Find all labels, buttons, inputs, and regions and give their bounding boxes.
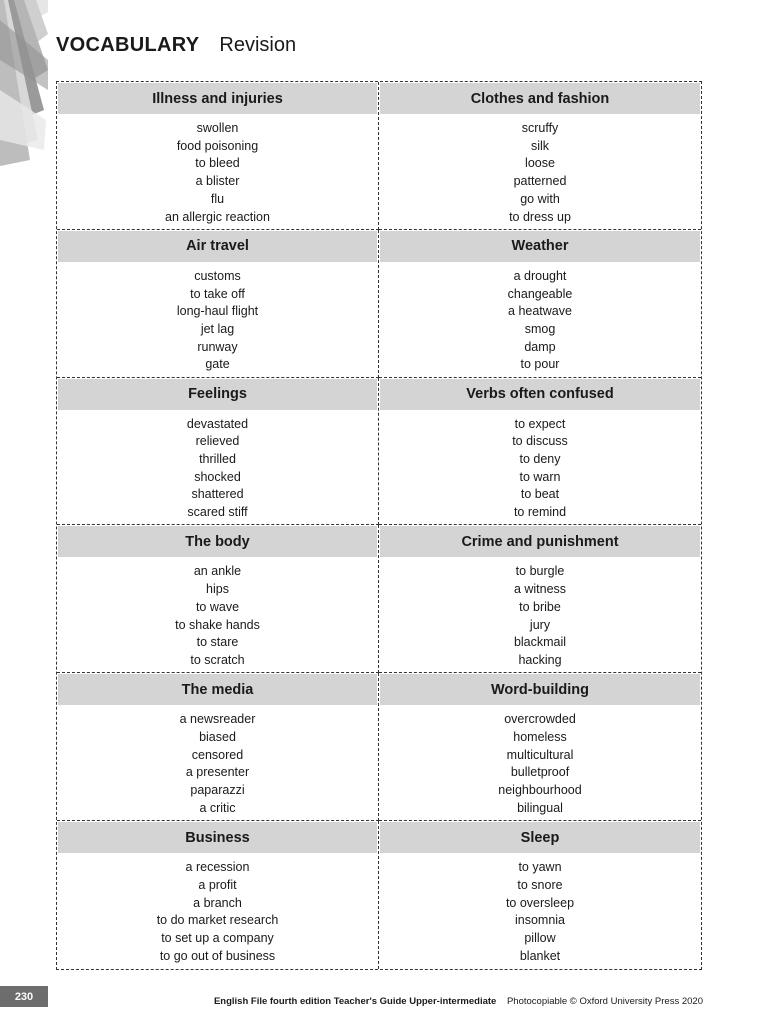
vocabulary-word: hips [206, 582, 229, 597]
page-footer [214, 996, 703, 1007]
vocabulary-card [379, 230, 701, 378]
vocabulary-word: homeless [513, 730, 567, 745]
vocabulary-card [379, 82, 701, 230]
vocabulary-word: shattered [191, 487, 244, 502]
vocabulary-word: a critic [199, 800, 236, 815]
vocabulary-word: to yawn [518, 860, 562, 875]
vocabulary-word: long-haul flight [176, 304, 259, 319]
vocabulary-word: to go out of business [159, 948, 276, 963]
footer-copyright: Photocopiable © Oxford University Press 2020 [506, 996, 703, 1007]
card-title: Clothes and fashion [380, 83, 700, 114]
vocabulary-word: a recession [185, 860, 250, 875]
card-title: Word-building [380, 674, 700, 705]
card-title: Verbs often confused [380, 379, 700, 410]
vocabulary-word: to expect [514, 416, 566, 431]
vocabulary-word: smog [524, 321, 556, 336]
vocabulary-word: to wave [195, 599, 240, 614]
vocabulary-word: a blister [195, 174, 240, 189]
vocabulary-word: patterned [513, 174, 567, 189]
vocabulary-word: an ankle [193, 564, 242, 579]
vocabulary-word: loose [525, 156, 555, 171]
card-title: Weather [380, 231, 700, 262]
vocabulary-word: censored [191, 747, 244, 762]
card-word-list [57, 410, 378, 522]
vocabulary-word: devastated [186, 416, 249, 431]
vocabulary-word: a newsreader [179, 712, 256, 727]
card-title: Crime and punishment [380, 526, 700, 557]
vocabulary-word: a witness [513, 582, 567, 597]
vocabulary-word: to pour [520, 357, 560, 372]
card-word-list [379, 114, 701, 226]
vocabulary-word: to discuss [512, 434, 568, 449]
section-title: VOCABULARY [56, 34, 200, 56]
card-word-list [57, 114, 378, 226]
vocabulary-card-grid [56, 81, 702, 970]
card-word-list [379, 410, 701, 522]
card-title: Air travel [58, 231, 377, 262]
vocabulary-word: biased [199, 730, 236, 745]
vocabulary-word: silk [530, 138, 550, 153]
vocabulary-word: an allergic reaction [165, 209, 270, 224]
vocabulary-word: a profit [198, 877, 237, 892]
vocabulary-card [57, 821, 379, 969]
page-heading [56, 34, 296, 64]
card-word-list [379, 557, 701, 669]
vocabulary-word: shocked [194, 469, 241, 484]
vocabulary-word: go with [520, 191, 560, 206]
vocabulary-word: relieved [195, 434, 240, 449]
card-word-list [379, 853, 701, 965]
vocabulary-card [57, 525, 379, 673]
footer-book-title: English File fourth edition Teacher's Guide Upper-intermediate [213, 996, 497, 1007]
vocabulary-card [379, 525, 701, 673]
vocabulary-word: blackmail [513, 635, 567, 650]
vocabulary-word: multicultural [506, 747, 574, 762]
vocabulary-word: a branch [193, 895, 242, 910]
card-title: The body [58, 526, 377, 557]
vocabulary-word: bilingual [517, 800, 563, 815]
vocabulary-word: to set up a company [161, 930, 274, 945]
section-subtitle: Revision [219, 34, 297, 56]
vocabulary-word: to stare [196, 635, 239, 650]
vocabulary-word: jury [529, 617, 551, 632]
vocabulary-word: flu [210, 191, 225, 206]
card-title: Illness and injuries [58, 83, 377, 114]
vocabulary-word: to scratch [190, 653, 245, 667]
vocabulary-word: paparazzi [190, 783, 245, 798]
vocabulary-word: runway [197, 339, 238, 354]
vocabulary-word: thrilled [199, 452, 236, 467]
vocabulary-word: to shake hands [175, 617, 260, 632]
vocabulary-word: neighbourhood [498, 783, 582, 798]
vocabulary-word: customs [194, 268, 241, 283]
vocabulary-word: a drought [513, 268, 567, 283]
vocabulary-card [57, 378, 379, 526]
vocabulary-word: jet lag [200, 321, 235, 336]
card-word-list [57, 853, 378, 965]
vocabulary-word: blanket [519, 948, 561, 963]
vocabulary-word: to bribe [519, 599, 561, 614]
corner-fan-decoration [0, 0, 48, 166]
vocabulary-word: to beat [520, 487, 560, 502]
vocabulary-word: a presenter [185, 765, 250, 780]
vocabulary-word: changeable [507, 286, 573, 301]
vocabulary-card [57, 230, 379, 378]
card-word-list [379, 262, 701, 374]
card-word-list [57, 705, 378, 817]
vocabulary-word: to take off [190, 286, 245, 301]
vocabulary-word: scruffy [521, 121, 559, 135]
vocabulary-card [379, 673, 701, 821]
card-word-list [57, 557, 378, 669]
vocabulary-word: to bleed [195, 156, 240, 171]
vocabulary-word: to remind [513, 505, 567, 520]
vocabulary-word: pillow [524, 930, 556, 945]
vocabulary-word: to snore [517, 877, 563, 892]
vocabulary-word: to dress up [509, 209, 571, 224]
vocabulary-card [57, 82, 379, 230]
vocabulary-word: gate [205, 357, 230, 372]
card-title: Feelings [58, 379, 377, 410]
vocabulary-word: damp [524, 339, 556, 354]
vocabulary-word: hacking [518, 653, 562, 667]
vocabulary-card [379, 378, 701, 526]
card-title: The media [58, 674, 377, 705]
card-title: Business [58, 822, 377, 853]
vocabulary-word: scared stiff [187, 505, 248, 520]
page-number: 230 [0, 986, 48, 1007]
vocabulary-word: insomnia [514, 913, 566, 928]
vocabulary-word: to burgle [515, 564, 565, 579]
card-word-list [57, 262, 378, 374]
vocabulary-word: to oversleep [505, 895, 575, 910]
vocabulary-card [57, 673, 379, 821]
card-title: Sleep [380, 822, 700, 853]
card-word-list [379, 705, 701, 817]
vocabulary-word: a heatwave [508, 304, 572, 319]
vocabulary-card [379, 821, 701, 969]
vocabulary-word: to do market research [156, 913, 279, 928]
vocabulary-word: to deny [519, 452, 561, 467]
vocabulary-word: overcrowded [504, 712, 576, 727]
vocabulary-word: to warn [519, 469, 561, 484]
vocabulary-word: bulletproof [510, 765, 570, 780]
vocabulary-word: swollen [196, 121, 239, 135]
vocabulary-word: food poisoning [176, 138, 259, 153]
